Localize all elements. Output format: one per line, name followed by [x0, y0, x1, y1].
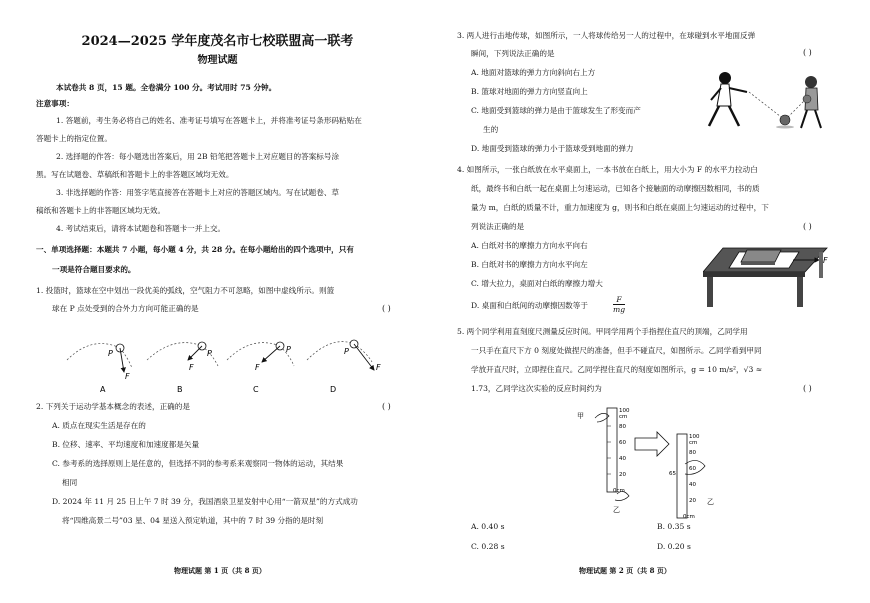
answer-paren: ( ): [803, 384, 812, 393]
svg-text:cm: cm: [689, 440, 698, 446]
question-4-text: 量为 m，白纸的质量不计，重力加速度为 g，则书和白纸在桌面上匀速运动的过程中，下: [471, 203, 769, 212]
note-line: 4. 考试结束后，请将本试题卷和答题卡一并上交。: [56, 224, 226, 233]
svg-text:80: 80: [619, 424, 626, 430]
svg-text:乙: 乙: [707, 498, 714, 506]
svg-text:0cm: 0cm: [613, 488, 625, 494]
page-footer: 物理试题 第 1 页（共 8 页）: [174, 566, 266, 575]
question-5-text: 一只手在直尺下方 0 刻度处做捏尺的准备，但手不碰直尺，如图所示。乙同学看到甲同: [471, 346, 762, 355]
note-line: 黑。写在试题卷、草稿纸和答题卡上的非答题区域均无效。: [36, 170, 234, 179]
q2-option: A. 质点在现实生活是存在的: [52, 421, 146, 430]
q5-option: D. 0.20 s: [657, 542, 691, 551]
note-line: 1. 答题前，考生务必将自己的姓名、准考证号填写在答题卡上，并将准考证号条形码粘贴在: [56, 116, 362, 125]
fraction-denominator: mg: [613, 305, 626, 314]
q3-option: C. 地面受到篮球的弹力是由于篮球发生了形变而产: [471, 106, 641, 115]
note-line: 稿纸和答题卡上的非答题区域均无效。: [36, 206, 166, 215]
q4-option: B. 白纸对书的摩擦力方向水平向左: [471, 260, 588, 269]
svg-text:60: 60: [619, 440, 626, 446]
point-label-d: P: [344, 347, 349, 356]
q4-option: D. 桌面和白纸间的动摩擦因数等于: [471, 301, 588, 310]
force-label-d: F: [376, 363, 381, 372]
q3-option: A. 地面对篮球的弹力方向斜向右上方: [471, 68, 596, 77]
page-2: [435, 0, 870, 603]
answer-paren: ( ): [803, 222, 812, 231]
trajectory-path-c: [227, 343, 280, 360]
question-4-text: 纸，最终书和白纸一起在桌面上匀速运动，已知各个接触面的动摩擦因数相同，书的质: [471, 184, 760, 193]
section-heading: 一项是符合题目要求的。: [52, 265, 136, 274]
fraction-f-over-mg: [613, 295, 625, 314]
note-line: 2. 选择题的作答：每小题选出答案后，用 2B 铅笔把答题卡上对应题目的答案标号涂: [56, 152, 340, 161]
q4-option: C. 增大拉力，桌面对白纸的摩擦力增大: [471, 279, 603, 288]
force-label-b: F: [189, 363, 194, 372]
ruler-2: [677, 434, 687, 518]
q5-option: B. 0.35 s: [657, 522, 691, 531]
fraction-numerator: F: [613, 295, 625, 305]
force-label-a: F: [125, 372, 130, 381]
person-a-label: 甲: [577, 412, 584, 420]
person-b-label: 乙: [613, 506, 620, 514]
section-heading: 一、单项选择题：本题共 7 小题，每小题 4 分，共 28 分。在每小题给出的四个选项中，只有: [36, 245, 354, 254]
player-1-head: [719, 72, 731, 84]
question-1-text: 球在 P 点处受到的合外力方向可能正确的是: [52, 304, 199, 313]
notes-heading: 注意事项：: [36, 99, 74, 108]
ruler-mark-65: 65: [669, 471, 676, 477]
force-label: F: [823, 256, 828, 265]
page-footer: 物理试题 第 2 页（共 8 页）: [579, 566, 671, 575]
question-2-text: 2. 下列关于运动学基本概念的表述，正确的是: [36, 402, 190, 411]
q3-figure: [705, 66, 825, 138]
q2-option: 相同: [62, 478, 78, 487]
option-label-b: B: [177, 385, 183, 394]
svg-text:cm: cm: [619, 414, 628, 420]
question-3-text: 瞬间，下列说法正确的是: [471, 49, 555, 58]
table-leg: [797, 277, 803, 307]
table-leg: [707, 277, 713, 307]
question-3-text: 3. 两人进行击地传球，如图所示，一人将球传给另一人的过程中，在球碰到水平地面反弹: [457, 31, 756, 40]
answer-paren: ( ): [382, 402, 391, 411]
q5-option: C. 0.28 s: [471, 542, 505, 551]
svg-text:100: 100: [689, 434, 700, 440]
note-line: 3. 非选择题的作答：用签字笔直接答在答题卡上对应的答题区域内。写在试题卷、草: [56, 188, 340, 197]
q2-option: C. 参考系的选择原则上是任意的，但选择不同的参考系来观察同一物体的运动，其结果: [52, 459, 344, 468]
point-label-c: P: [286, 345, 291, 354]
book: [741, 250, 781, 262]
q5-figure: [573, 404, 733, 522]
question-4-text: 4. 如图所示，一张白纸放在水平桌面上，一本书放在白纸上，用大小为 F 的水平力拉动白: [457, 165, 758, 174]
question-5-text: 5. 两个同学利用直刻度尺测量反应时间。甲同学用两个手指捏住直尺的顶端，乙同学用: [457, 327, 748, 336]
basketball: [780, 115, 790, 125]
point-label-b: P: [207, 349, 212, 358]
force-label-c: F: [255, 363, 260, 372]
question-1-text: 1. 投篮时，篮球在空中划出一段优美的弧线，空气阻力不可忽略，如图中虚线所示。则篮: [36, 286, 335, 295]
note-line: 答题卡上的指定位置。: [36, 134, 112, 143]
question-5-text: 1.73，乙同学这次实验的反应时间约为: [471, 384, 602, 393]
arrow-icon: [635, 432, 669, 456]
player-2-head: [805, 76, 817, 88]
q2-option: B. 位移、速率、平均速度和加速度都是矢量: [52, 440, 200, 449]
option-label-d: D: [330, 385, 337, 394]
trajectory-path-b: [147, 343, 202, 360]
question-4-text: 列说法正确的是: [471, 222, 525, 231]
q2-option: 将“四维高景二号”03 星、04 星送入预定轨道，其中的 7 时 39 分指的是时刻: [62, 516, 324, 525]
exam-title: 2024—2025 学年度茂名市七校联盟高一联考: [81, 34, 354, 49]
svg-text:60: 60: [689, 466, 696, 472]
q1-figure: [62, 330, 392, 395]
svg-text:20: 20: [619, 472, 626, 478]
ruler-1: [607, 408, 617, 492]
q2-option: D. 2024 年 11 月 25 日上午 7 时 39 分，我国酒泉卫星发射中心用“一箭双星”的方式成功: [52, 497, 358, 506]
question-5-text: 学放开直尺时，立即捏住直尺。乙同学捏住直尺的刻度如图所示，g = 10 m/s²，√3 ≈: [471, 365, 763, 374]
svg-text:0cm: 0cm: [683, 514, 695, 520]
answer-paren: ( ): [382, 304, 391, 313]
svg-text:40: 40: [619, 456, 626, 462]
q4-figure: [703, 236, 835, 312]
q4-option: A. 白纸对书的摩擦力方向水平向右: [471, 241, 588, 250]
svg-text:100: 100: [619, 408, 630, 414]
option-label-a: A: [100, 385, 106, 394]
table-leg: [819, 252, 823, 278]
intro-line: 本试卷共 8 页，15 题。全卷满分 100 分。考试用时 75 分钟。: [56, 83, 277, 92]
q3-option: B. 篮球对地面的弹力方向竖直向上: [471, 87, 588, 96]
q3-option: 生的: [483, 125, 499, 134]
svg-text:20: 20: [689, 498, 696, 504]
option-label-c: C: [253, 385, 259, 394]
point-label-a: P: [108, 349, 113, 358]
q5-option: A. 0.40 s: [471, 522, 505, 531]
svg-text:40: 40: [689, 482, 696, 488]
svg-text:80: 80: [689, 450, 696, 456]
exam-subtitle: 物理试题: [197, 55, 238, 66]
q3-option: D. 地面受到篮球的弹力小于篮球受到地面的弹力: [471, 144, 634, 153]
answer-paren: ( ): [803, 48, 812, 57]
